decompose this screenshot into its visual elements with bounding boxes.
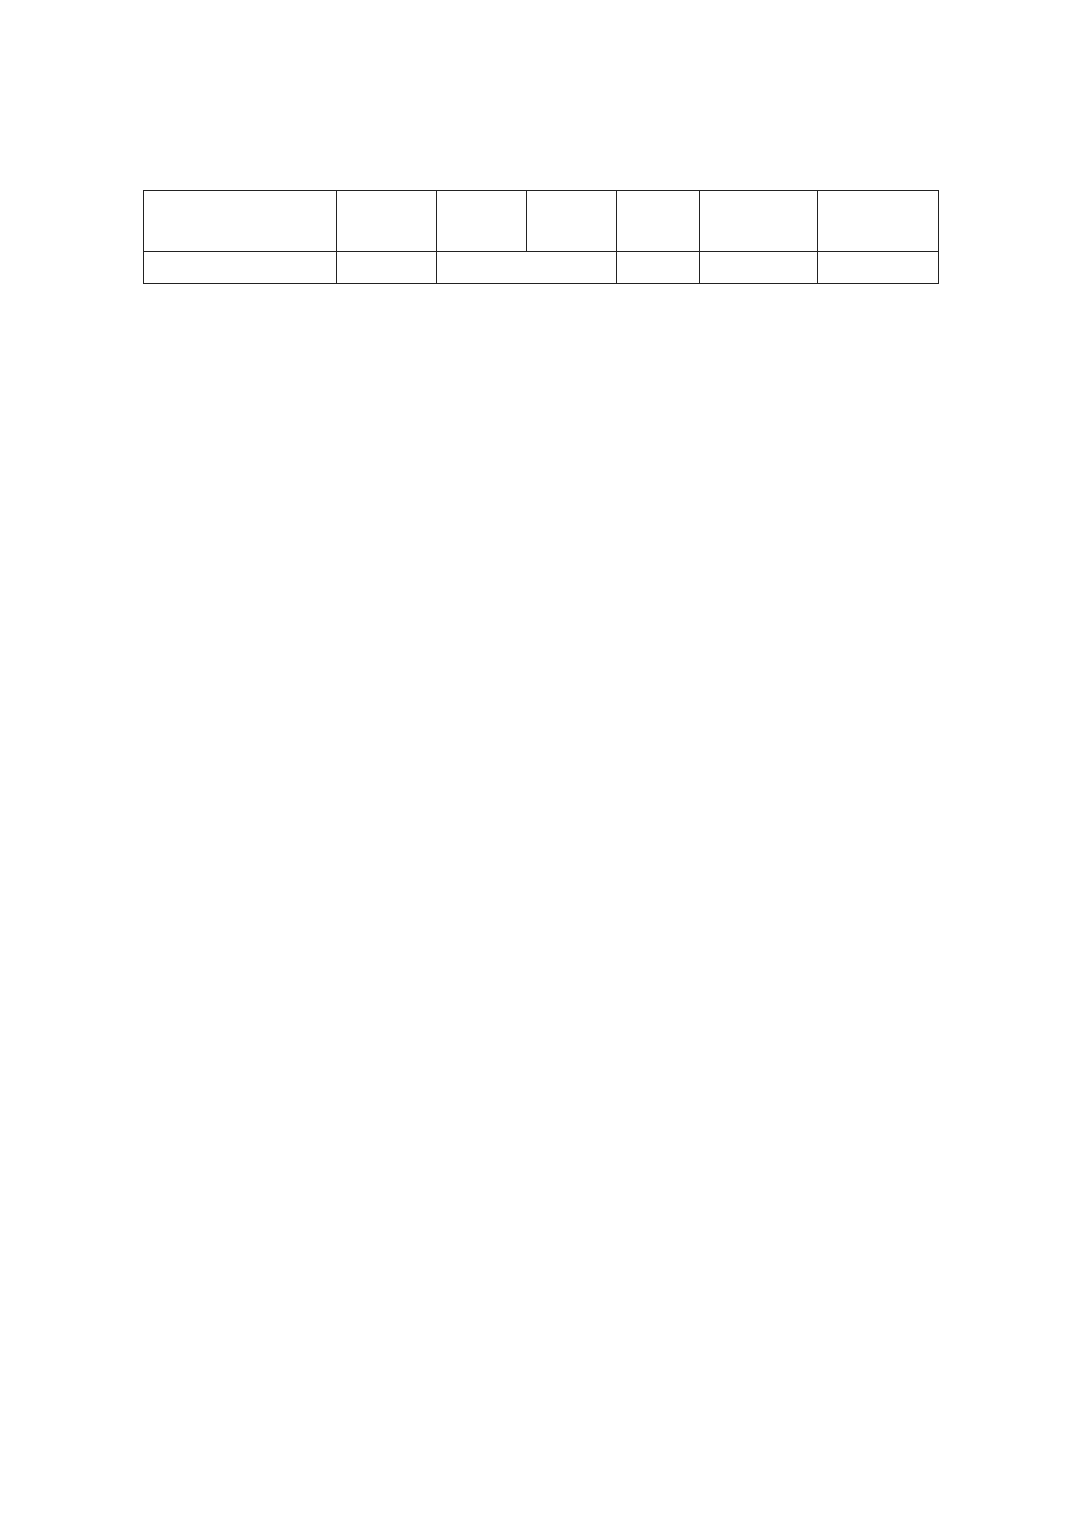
table-header [144, 191, 939, 252]
probe-cutoff-table [143, 190, 939, 284]
header-site [144, 191, 337, 252]
table-header-row [144, 191, 939, 252]
header-gene [337, 191, 437, 252]
pos-wild [617, 252, 700, 284]
pos-row [144, 252, 939, 284]
pos-homo [818, 252, 939, 284]
pos-cutoff [437, 252, 617, 284]
pos-row-body [144, 252, 939, 284]
page-content [143, 190, 938, 311]
header-n-probe [437, 191, 527, 252]
pos-hetero [700, 252, 818, 284]
header-m-probe [527, 191, 617, 252]
header-wild [617, 191, 700, 252]
pos-label [144, 252, 337, 284]
header-homo [818, 191, 939, 252]
header-hetero [700, 191, 818, 252]
pos-gene [337, 252, 437, 284]
